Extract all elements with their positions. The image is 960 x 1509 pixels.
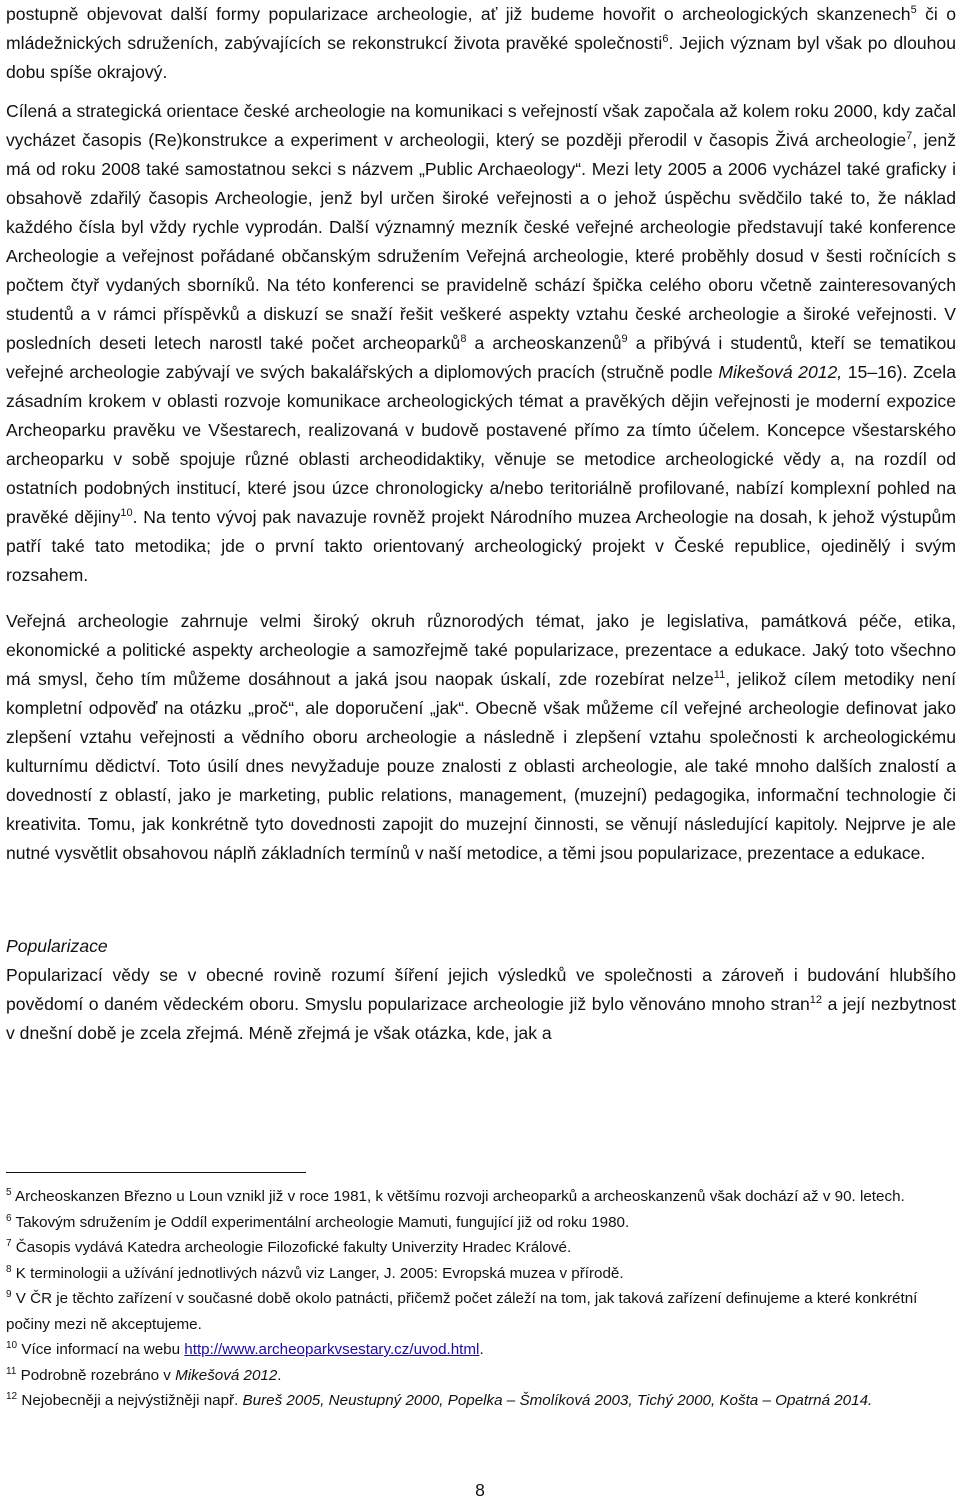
page-number: 8 (475, 1480, 485, 1500)
footnote-6 (6, 1210, 951, 1236)
text-run: Veřejná archeologie zahrnuje velmi široký okruh různorodých témat, jako je legislativa, památková péče, etika, ekonomické a politické aspekty archeologie a samozřejmě také popularizace, prezentace a edukace. Jaký toto všechno má smysl, čeho tím můžeme dosáhnout a jaká jsou naopak úskalí, zde rozebírat nelze (6, 611, 956, 689)
footnote-number: 7 (6, 1237, 12, 1249)
text-run: . Jejich význam byl však po dlouhou dobu spíše okrajový. (6, 33, 956, 82)
footnote-8 (6, 1261, 951, 1287)
footnote-ref-12[interactable]: 12 (809, 994, 823, 1007)
footnote-ref-11[interactable]: 11 (713, 669, 726, 682)
text-run: , jelikož cílem metodiky není kompletní odpověď na otázku „proč“, ale doporučení „jak“. Obecně však můžeme cíl veřejné archeologie definovat jako zlepšení vztahu veřejnosti a vědního oboru archeologie a následně i zlepšení vztahu společnosti k archeologickému kulturnímu dědictví. Toto úsilí dnes nevyžaduje pouze znalosti z oblasti archeologie, ale také mnoho dalších znalostí a dovedností z oblastí, jako je marketing, public relations, management, (muzejní) pedagogika, informační technologie či kreativita. Tomu, jak konkrétně tyto dovednosti zapojit do muzejní činnosti, se věnují následující kapitoly. Nejprve je ale nutné vysvětlit obsahovou náplň základních termínů v naší metodice, a těmi jsou popularizace, prezentace a edukace. (6, 669, 956, 863)
footnote-text: K terminologii a užívání jednotlivých názvů viz Langer, J. 2005: Evropská muzea v přírodě. (11, 1264, 624, 1282)
footnote-ref-6[interactable]: 6 (662, 33, 669, 46)
paragraph-public-archaeology (6, 607, 956, 868)
footnote-text: Archeoskanzen Březno u Loun vznikl již v roce 1981, k většímu rozvoji archeoparků a archeoskanzenů však dochází až v 90. letech. (11, 1188, 905, 1205)
footnote-ref-10[interactable]: 10 (120, 507, 133, 520)
footnote-number: 9 (6, 1288, 12, 1300)
footnote-separator (6, 1172, 306, 1173)
citation: Mikešová 2012 (175, 1366, 278, 1384)
text-run: či o mládežnických sdruženích, zabývajících se rekonstrukcí života pravěké společnosti (6, 4, 956, 53)
footnote-text: Podrobně rozebráno v (16, 1366, 176, 1384)
text-run: . Na tento vývoj pak navazuje rovněž projekt Národního muzea Archeologie na dosah, k jehož výstupům patří také tato metodika; jde o první takto orientovaný archeologický projekt v České republice, ojedinělý i svým rozsahem. (6, 507, 956, 585)
footnote-ref-7[interactable]: 7 (906, 130, 913, 143)
archeopark-link[interactable]: http://www.archeoparkvsestary.cz/uvod.html (184, 1341, 480, 1358)
footnote-number: 10 (6, 1339, 18, 1351)
footnote-number: 12 (6, 1390, 18, 1402)
footnote-10 (6, 1337, 951, 1363)
footnote-text: V ČR je těchto zařízení v současné době okolo patnácti, přičemž počet záleží na tom, jak taková zařízení definujeme a které konkrétní počiny mezi ně akceptujeme. (6, 1290, 918, 1333)
footnote-11 (6, 1363, 951, 1389)
paragraph-popularization (6, 961, 956, 1048)
text-run: a její nezbytnost v dnešní době je zcela zřejmá. Méně zřejmá je však otázka, kde, jak a (6, 994, 957, 1043)
text-run: , jenž má od roku 2008 také samostatnou sekci s názvem „Public Archaeology“. Mezi lety 2005 a 2006 vycházel také graficky i obsahově zdařilý časopis Archeologie, jenž byl určen široké veřejnosti a o jehož úspěchu svědčilo také to, že náklad každého čísla byl vždy rychle vyprodán. Další významný mezník české veřejné archeologie představují také konference Archeologie a veřejnost pořádané občanským sdružením Veřejná archeologie, které proběhly dosud v šesti ročnících s počtem čtyř vydaných sborníků. Na této konferenci se pravidelně schází špička celého oboru včetně zainteresovaných studentů a v rámci příspěvků a diskuzí se snaží řešit veškeré aspekty vztahu české archeologie a široké veřejnosti. V posledních deseti letech narostl také počet archeoparků (6, 130, 956, 353)
citation: Mikešová 2012, (718, 362, 843, 382)
footnote-9 (6, 1286, 951, 1337)
footnote-number: 8 (6, 1263, 12, 1275)
document-page (6, 0, 956, 1048)
footnote-ref-8[interactable]: 8 (460, 333, 467, 346)
text-run: Cílená a strategická orientace české archeologie na komunikaci s veřejností však započala až kolem roku 2000, kdy začal vycházet časopis (Re)konstrukce a experiment v archeologii, který se později přerodil v časopis Živá archeologie (6, 101, 956, 150)
footnote-text: . (277, 1366, 282, 1384)
footnote-5 (6, 1184, 951, 1210)
footnote-text: Více informací na webu (17, 1341, 185, 1358)
paragraph-intro (6, 0, 956, 87)
footnote-7 (6, 1235, 951, 1261)
footnote-text: . (479, 1341, 484, 1358)
footnote-ref-5[interactable]: 5 (910, 4, 917, 17)
footnote-text: Nejobecněji a nejvýstižněji např. (17, 1392, 243, 1409)
footnote-ref-9[interactable]: 9 (621, 333, 628, 346)
paragraph-history (6, 97, 956, 590)
text-run: 15–16). Zcela zásadním krokem v oblasti rozvoje komunikace archeologických témat a pravěkých dějin veřejnosti je moderní expozice Archeoparku pravěku ve Všestarech, realizovaná v budově postavené přímo za tímto účelem. Koncepce všestarského archeoparku v sobě spojuje různé oblasti archeodidaktiky, věnuje se metodice archeologické vědy a, na rozdíl od ostatních podobných institucí, které jsou úzce chronologicky a/nebo teritoriálně profilované, nabízí komplexní pohled na pravěké dějiny (6, 362, 956, 527)
text-run: a přibývá i studentů, kteří se tematikou veřejné archeologie zabývají ve svých bakalářských a diplomových pracích (stručně podle (6, 333, 957, 382)
footnote-text: Časopis vydává Katedra archeologie Filozofické fakulty Univerzity Hradec Králové. (11, 1239, 572, 1256)
footnote-text: Takovým sdružením je Oddíl experimentální archeologie Mamuti, fungující již od roku 1980. (11, 1213, 630, 1231)
citation: Bureš 2005, Neustupný 2000, Popelka – Šmolíková 2003, Tichý 2000, Košta – Opatrná 2014. (242, 1392, 873, 1409)
footnote-number: 5 (6, 1186, 12, 1198)
section-heading: Popularizace (6, 936, 108, 956)
footnote-number: 6 (6, 1212, 12, 1224)
footnote-number: 11 (6, 1365, 17, 1377)
footnotes-section (6, 1184, 951, 1414)
footnote-12 (6, 1388, 951, 1414)
text-run: Popularizací vědy se v obecné rovině rozumí šíření jejich výsledků ve společnosti a zároveň i budování hlubšího povědomí o daném vědeckém oboru. Smyslu popularizace archeologie již bylo věnováno mnoho stran (6, 965, 956, 1014)
text-run: postupně objevovat další formy popularizace archeologie, ať již budeme hovořit o archeologických skanzenech (6, 4, 911, 24)
text-run: a archeoskanzenů (466, 333, 622, 353)
